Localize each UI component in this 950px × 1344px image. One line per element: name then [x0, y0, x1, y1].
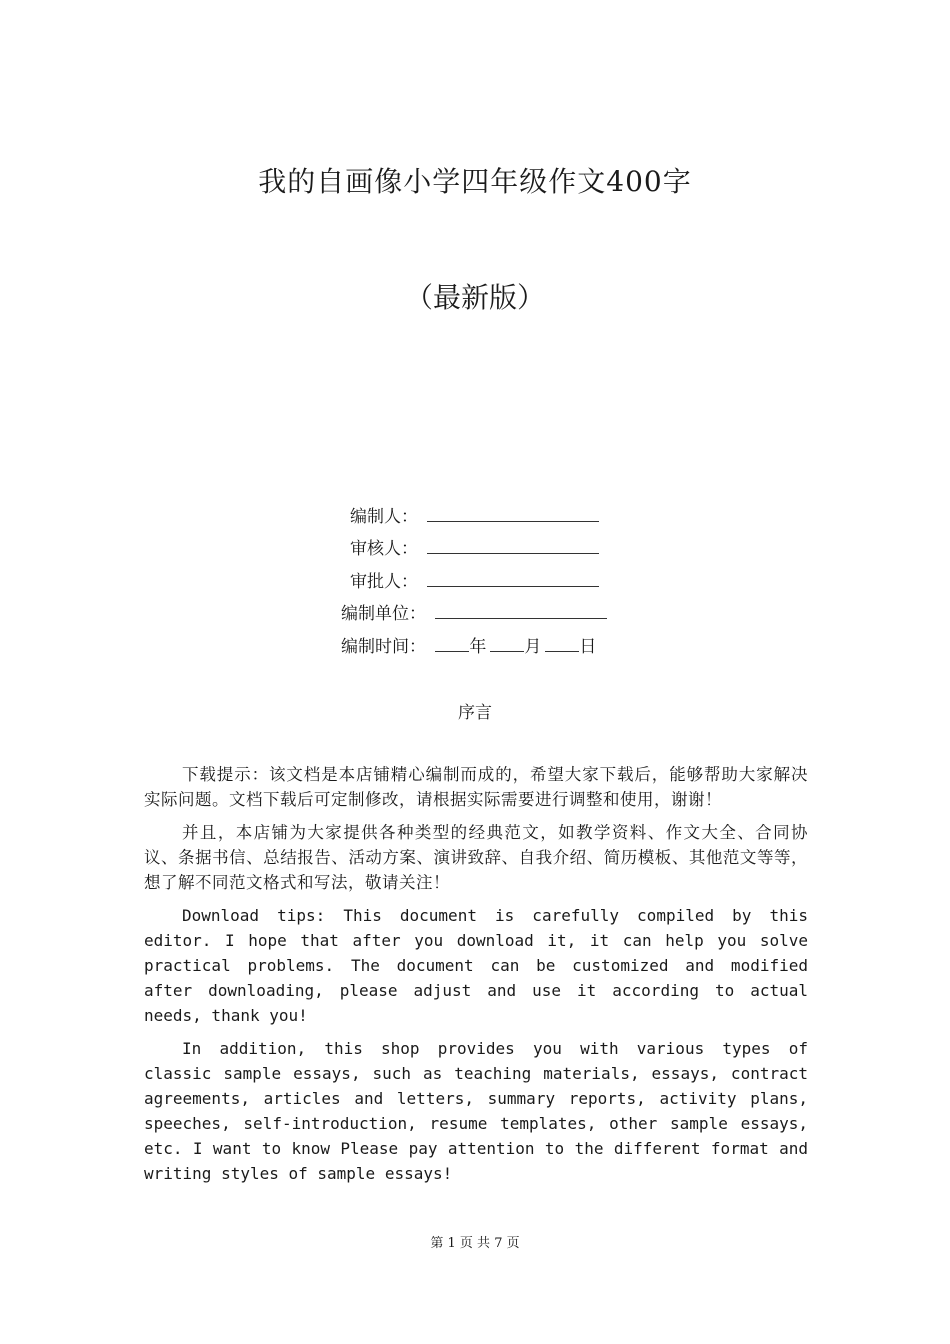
- meta-blank-approver: [427, 568, 599, 587]
- meta-row-approver: [350, 568, 599, 592]
- meta-blank-reviewer: [427, 535, 599, 554]
- preface-paragraph-download-tip-cn: 下载提示：该文档是本店铺精心编制而成的，希望大家下载后，能够帮助大家解决实际问题。文档下载后可定制修改，请根据实际需要进行调整和使用，谢谢！: [144, 765, 808, 809]
- meta-label-editor: 编制人：: [350, 507, 418, 527]
- date-unit-year: 年: [469, 637, 487, 657]
- preface-title: 序言: [458, 703, 492, 723]
- document-title: 我的自画像小学四年级作文400字: [258, 165, 692, 198]
- document-subtitle: （最新版）: [404, 281, 545, 314]
- meta-label-unit: 编制单位：: [341, 604, 426, 624]
- meta-row-date: [341, 633, 596, 657]
- preface-paragraph-sample-essays-en: In addition, this shop provides you with various types of classic sample essays, such as teaching materials, essays, contract agreements, articles and letters, summary reports, activity plans, speeches, self-introduction, resume templates, other sample essays, etc. I want to know Please pay attention to the different format and writing styles of sample essays!: [144, 1039, 808, 1183]
- meta-blank-month: [490, 633, 524, 652]
- meta-blank-day: [545, 633, 579, 652]
- preface-body: [144, 762, 808, 1194]
- date-unit-month: 月: [524, 637, 542, 657]
- preface-paragraph-download-tip-en: Download tips: This document is carefully compiled by this editor. I hope that after you download it, it can help you solve practical problems. The document can be customized and modified after downloading, please adjust and use it according to actual needs, thank you!: [144, 906, 808, 1025]
- meta-label-approver: 审批人：: [350, 572, 418, 592]
- page-footer: 第 1 页 共 7 页: [430, 1236, 520, 1251]
- meta-blank-unit: [435, 600, 607, 619]
- meta-label-reviewer: 审核人：: [350, 539, 418, 559]
- meta-blank-year: [435, 633, 469, 652]
- date-unit-day: 日: [579, 637, 597, 657]
- meta-row-reviewer: [350, 535, 599, 559]
- meta-blank-editor: [427, 503, 599, 522]
- meta-label-date: 编制时间：: [341, 637, 426, 657]
- meta-row-unit: [341, 600, 607, 624]
- preface-paragraph-sample-essays-cn: 并且，本店铺为大家提供各种类型的经典范文，如教学资料、作文大全、合同协议、条据书信、总结报告、活动方案、演讲致辞、自我介绍、简历模板、其他范文等等，想了解不同范文格式和写法，敬请关注！: [144, 823, 808, 892]
- meta-row-editor: [350, 503, 599, 527]
